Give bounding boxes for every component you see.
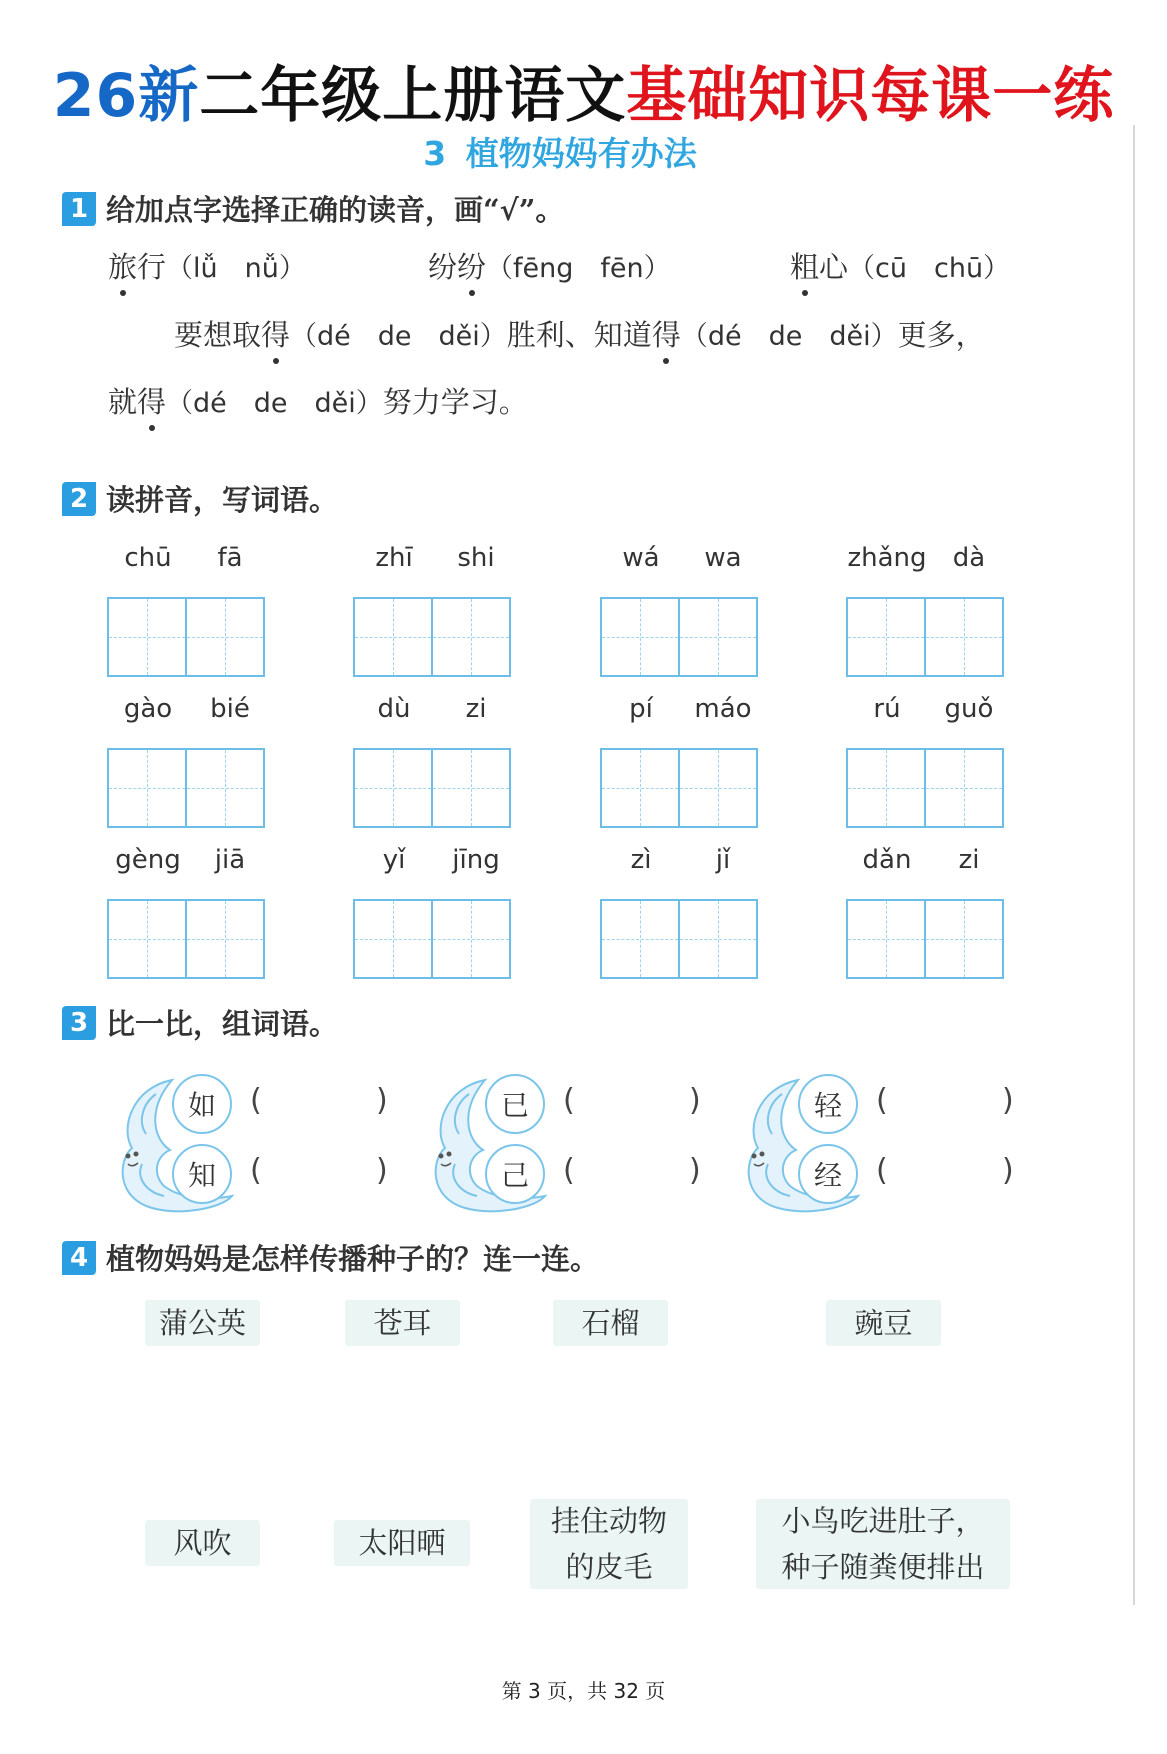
q4-heading bbox=[62, 1237, 599, 1278]
pinyin-word-item bbox=[600, 845, 764, 979]
tianzige-box[interactable] bbox=[600, 597, 680, 677]
pinyin-syllable: jīng bbox=[452, 845, 500, 875]
q3-heading bbox=[62, 1002, 338, 1043]
tianzige-box[interactable] bbox=[678, 748, 758, 828]
q1-number-badge: 1 bbox=[62, 192, 96, 226]
q1-item-1-dotted-char: 旅 bbox=[108, 245, 137, 286]
page-edge-rule bbox=[1133, 125, 1135, 1605]
tianzige-box[interactable] bbox=[846, 597, 926, 677]
pinyin-row bbox=[353, 694, 517, 730]
pinyin-syllable: dà bbox=[952, 543, 986, 573]
method-tag-animal-fur-line-2: 的皮毛 bbox=[565, 1550, 653, 1584]
q4-number-badge: 4 bbox=[62, 1241, 96, 1275]
q3-number-badge: 3 bbox=[62, 1006, 96, 1040]
q1-instruction: 给加点字选择正确的读音，画“√”。 bbox=[106, 193, 565, 227]
compare-char: 己 bbox=[485, 1144, 545, 1204]
pinyin-syllable: dǎn bbox=[862, 845, 912, 875]
tianzige-box[interactable] bbox=[924, 597, 1004, 677]
q1-item-3-options[interactable]: （cū chū） bbox=[848, 253, 1011, 284]
pinyin-word-item bbox=[353, 845, 517, 979]
q1-item-2-options[interactable]: （fēng fēn） bbox=[486, 253, 671, 284]
q1-item-1-rest: 行 bbox=[137, 250, 167, 284]
method-tag-bird[interactable] bbox=[756, 1499, 1010, 1589]
answer-paren-close[interactable]: ) bbox=[689, 1083, 701, 1118]
pinyin-syllable: chū bbox=[124, 543, 172, 573]
tianzige-box[interactable] bbox=[431, 899, 511, 979]
answer-paren-open[interactable]: ( bbox=[563, 1083, 575, 1118]
tianzige-box[interactable] bbox=[924, 899, 1004, 979]
pinyin-row bbox=[107, 694, 271, 730]
pinyin-word-item bbox=[846, 845, 1010, 979]
pinyin-word-item bbox=[600, 543, 764, 677]
pinyin-row bbox=[846, 845, 1010, 881]
tianzige-box[interactable] bbox=[107, 748, 187, 828]
pinyin-syllable: wa bbox=[704, 543, 742, 573]
lesson-number: 3 bbox=[423, 134, 447, 173]
pinyin-syllable: fā bbox=[217, 543, 243, 573]
pinyin-word-item bbox=[353, 543, 517, 677]
lesson-name: 植物妈妈有办法 bbox=[465, 134, 697, 173]
tianzige-box[interactable] bbox=[431, 748, 511, 828]
method-tag-sun[interactable]: 太阳晒 bbox=[334, 1520, 470, 1566]
q1-sentence-line-1 bbox=[174, 313, 985, 354]
answer-paren-open[interactable]: ( bbox=[250, 1083, 262, 1118]
q1-item-3-rest: 心 bbox=[819, 250, 849, 284]
method-tag-wind[interactable]: 风吹 bbox=[145, 1520, 260, 1566]
q1-item-1 bbox=[108, 245, 306, 286]
pinyin-syllable: máo bbox=[694, 694, 752, 724]
pinyin-row bbox=[353, 543, 517, 579]
pinyin-word-item bbox=[107, 845, 271, 979]
writing-boxes bbox=[846, 899, 1010, 979]
tianzige-box[interactable] bbox=[600, 748, 680, 828]
pinyin-syllable: zi bbox=[465, 694, 487, 724]
q1-sentence-options-3[interactable]: （dé de děi） bbox=[166, 388, 383, 419]
q2-heading bbox=[62, 478, 338, 519]
writing-boxes bbox=[600, 597, 764, 677]
tianzige-box[interactable] bbox=[924, 748, 1004, 828]
writing-boxes bbox=[846, 597, 1010, 677]
tianzige-box[interactable] bbox=[353, 748, 433, 828]
q3-instruction: 比一比，组词语。 bbox=[106, 1007, 339, 1041]
writing-boxes bbox=[353, 899, 517, 979]
writing-boxes bbox=[353, 748, 517, 828]
pinyin-row bbox=[600, 845, 764, 881]
q4-instruction: 植物妈妈是怎样传播种子的？连一连。 bbox=[106, 1242, 600, 1276]
pinyin-syllable: jǐ bbox=[715, 845, 731, 875]
compare-char: 经 bbox=[798, 1144, 858, 1204]
plant-tag-dandelion[interactable]: 蒲公英 bbox=[145, 1300, 260, 1346]
pinyin-row bbox=[846, 694, 1010, 730]
pinyin-syllable: dù bbox=[377, 694, 411, 724]
answer-paren-open[interactable]: ( bbox=[250, 1153, 262, 1188]
pinyin-word-item bbox=[107, 694, 271, 828]
tianzige-box[interactable] bbox=[185, 597, 265, 677]
page-footer: 第 3 页，共 32 页 bbox=[501, 1679, 666, 1703]
pinyin-row bbox=[353, 845, 517, 881]
pinyin-syllable: wá bbox=[622, 543, 660, 573]
plant-tag-cocklebur[interactable]: 苍耳 bbox=[345, 1300, 460, 1346]
pinyin-syllable: gèng bbox=[115, 845, 181, 875]
q1-heading bbox=[62, 188, 564, 229]
pinyin-word-item bbox=[846, 694, 1010, 828]
pinyin-syllable: jiā bbox=[214, 845, 246, 875]
answer-paren-close[interactable]: ) bbox=[1002, 1153, 1014, 1188]
pinyin-row bbox=[846, 543, 1010, 579]
tianzige-box[interactable] bbox=[107, 597, 187, 677]
title-part-black: 二年级上册语文 bbox=[199, 61, 627, 131]
pinyin-word-item bbox=[600, 694, 764, 828]
q1-sentence-part-d: 就 bbox=[108, 385, 138, 419]
pinyin-row bbox=[600, 543, 764, 579]
writing-boxes bbox=[107, 899, 271, 979]
tianzige-box[interactable] bbox=[353, 899, 433, 979]
compare-char: 知 bbox=[172, 1144, 232, 1204]
tianzige-box[interactable] bbox=[846, 748, 926, 828]
writing-boxes bbox=[107, 748, 271, 828]
pinyin-word-item bbox=[353, 694, 517, 828]
lesson-title bbox=[0, 128, 1120, 175]
compare-group bbox=[112, 1068, 412, 1218]
q1-item-2-dotted-char: 纷 bbox=[457, 245, 486, 286]
pinyin-syllable: gào bbox=[123, 694, 173, 724]
answer-paren-close[interactable]: ) bbox=[689, 1153, 701, 1188]
pinyin-row bbox=[107, 845, 271, 881]
title-part-blue: 26新 bbox=[52, 61, 200, 131]
writing-boxes bbox=[600, 748, 764, 828]
answer-paren-close[interactable]: ) bbox=[1002, 1083, 1014, 1118]
pinyin-row bbox=[107, 543, 271, 579]
q1-item-2 bbox=[428, 245, 671, 286]
q1-item-3-dotted-char: 粗 bbox=[790, 245, 819, 286]
plant-tag-pea[interactable]: 豌豆 bbox=[826, 1300, 941, 1346]
answer-paren-open[interactable]: ( bbox=[563, 1153, 575, 1188]
method-tag-bird-line-2: 种子随粪便排出 bbox=[781, 1550, 985, 1584]
plant-tag-pomegranate[interactable]: 石榴 bbox=[553, 1300, 668, 1346]
answer-paren-open[interactable]: ( bbox=[876, 1083, 888, 1118]
compare-char: 轻 bbox=[798, 1074, 858, 1134]
compare-group bbox=[425, 1068, 725, 1218]
tianzige-box[interactable] bbox=[600, 899, 680, 979]
answer-paren-close[interactable]: ) bbox=[376, 1083, 388, 1118]
q1-sentence-options-1[interactable]: （dé de děi） bbox=[290, 321, 507, 352]
compare-char: 如 bbox=[172, 1074, 232, 1134]
pinyin-row bbox=[600, 694, 764, 730]
document-title bbox=[0, 48, 1167, 134]
q2-number-badge: 2 bbox=[62, 482, 96, 516]
tianzige-box[interactable] bbox=[185, 899, 265, 979]
title-part-red: 基础知识每课一练 bbox=[626, 61, 1115, 131]
pinyin-word-item bbox=[107, 543, 271, 677]
pinyin-syllable: bié bbox=[210, 694, 250, 724]
pinyin-syllable: zì bbox=[630, 845, 652, 875]
q1-sentence-line-2 bbox=[108, 380, 528, 421]
tianzige-box[interactable] bbox=[846, 899, 926, 979]
q1-sentence-options-2[interactable]: （dé de děi） bbox=[680, 321, 898, 352]
pinyin-syllable: zhī bbox=[375, 543, 413, 573]
q1-sentence-dotted-3: 得 bbox=[137, 380, 166, 421]
q1-sentence-dotted-1: 得 bbox=[261, 313, 290, 354]
tianzige-box[interactable] bbox=[107, 899, 187, 979]
q1-sentence-part-b: 胜利、知道 bbox=[506, 318, 652, 352]
q1-item-3 bbox=[790, 245, 1010, 286]
pinyin-syllable: zhǎng bbox=[847, 543, 927, 573]
tianzige-box[interactable] bbox=[185, 748, 265, 828]
compare-char: 已 bbox=[485, 1074, 545, 1134]
writing-boxes bbox=[353, 597, 517, 677]
pinyin-syllable: pí bbox=[629, 694, 653, 724]
method-tag-animal-fur[interactable] bbox=[530, 1499, 688, 1589]
answer-paren-open[interactable]: ( bbox=[876, 1153, 888, 1188]
q1-item-1-options[interactable]: （lǚ nǚ） bbox=[166, 253, 306, 284]
pinyin-syllable: yǐ bbox=[382, 845, 406, 875]
tianzige-box[interactable] bbox=[431, 597, 511, 677]
pinyin-word-item bbox=[846, 543, 1010, 677]
q2-instruction: 读拼音，写词语。 bbox=[106, 483, 339, 517]
q1-sentence-part-e: 努力学习。 bbox=[382, 385, 528, 419]
writing-boxes bbox=[600, 899, 764, 979]
pinyin-syllable: rú bbox=[873, 694, 901, 724]
writing-boxes bbox=[846, 748, 1010, 828]
q1-item-2-first-char: 纷 bbox=[428, 250, 458, 284]
tianzige-box[interactable] bbox=[678, 899, 758, 979]
pinyin-syllable: shi bbox=[457, 543, 495, 573]
method-tag-animal-fur-line-1: 挂住动物 bbox=[550, 1504, 667, 1538]
tianzige-box[interactable] bbox=[678, 597, 758, 677]
answer-paren-close[interactable]: ) bbox=[376, 1153, 388, 1188]
tianzige-box[interactable] bbox=[353, 597, 433, 677]
q1-sentence-part-c: 更多， bbox=[897, 318, 985, 352]
writing-boxes bbox=[107, 597, 271, 677]
pinyin-syllable: guǒ bbox=[944, 694, 994, 724]
compare-group bbox=[738, 1068, 1038, 1218]
q1-sentence-part-a: 要想取 bbox=[174, 318, 262, 352]
q1-sentence-dotted-2: 得 bbox=[652, 313, 681, 354]
pinyin-syllable: zi bbox=[958, 845, 980, 875]
method-tag-bird-line-1: 小鸟吃进肚子， bbox=[781, 1504, 985, 1538]
